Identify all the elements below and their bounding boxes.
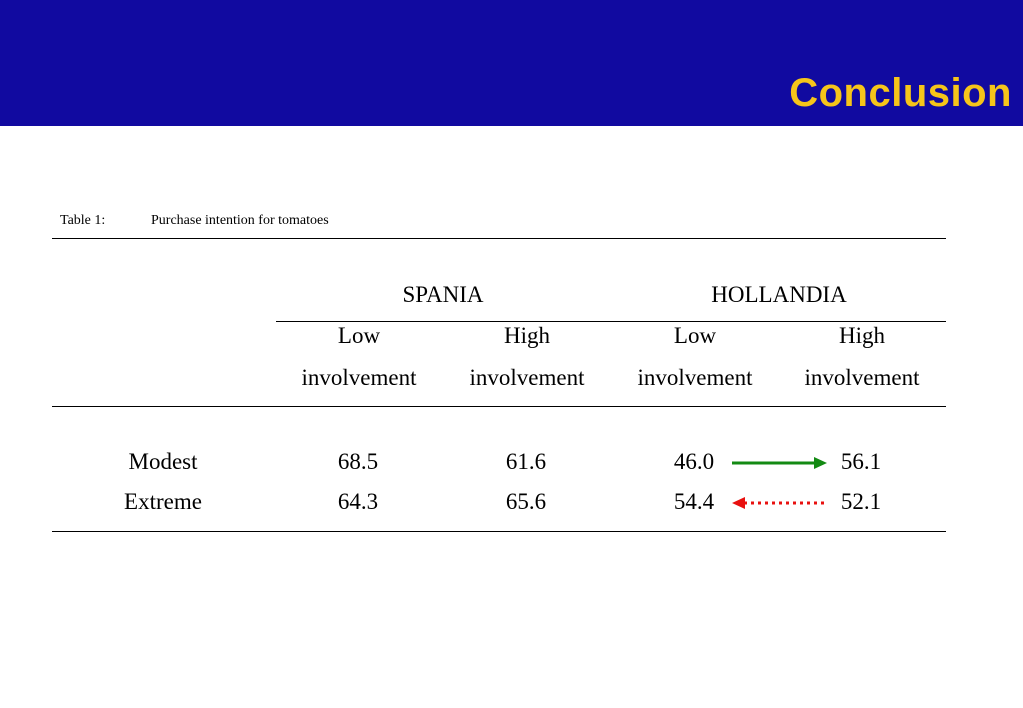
subheader-line2: involvement bbox=[804, 365, 920, 390]
subheader-line1: Low bbox=[673, 323, 717, 348]
subheader-line1: Low bbox=[337, 323, 381, 348]
subheader-line1: High bbox=[839, 323, 885, 348]
table-bottom-rule bbox=[52, 531, 946, 532]
group-header-spania: SPANIA bbox=[402, 282, 484, 307]
table-cell: 56.1 bbox=[840, 449, 882, 474]
row-label-modest: Modest bbox=[128, 449, 198, 474]
table-cell: 61.6 bbox=[505, 449, 547, 474]
modest-arrow-right-icon bbox=[730, 454, 830, 472]
extreme-arrow-left-icon bbox=[730, 494, 830, 512]
table-cell: 46.0 bbox=[673, 449, 715, 474]
table-cell: 52.1 bbox=[840, 489, 882, 514]
table-cell: 64.3 bbox=[337, 489, 379, 514]
subheader-line2: involvement bbox=[301, 365, 417, 390]
header-bottom-rule bbox=[52, 406, 946, 407]
table-caption-label: Table 1: bbox=[60, 213, 106, 228]
subheader-line2: involvement bbox=[637, 365, 753, 390]
table-cell: 54.4 bbox=[673, 489, 715, 514]
subheader-line1: High bbox=[504, 323, 550, 348]
slide-title: Conclusion bbox=[789, 71, 1012, 115]
group-header-rule bbox=[276, 321, 946, 322]
group-header-hollandia: HOLLANDIA bbox=[711, 282, 847, 307]
table-caption-text: Purchase intention for tomatoes bbox=[151, 213, 329, 228]
table-top-rule bbox=[52, 238, 946, 239]
table-cell: 68.5 bbox=[337, 449, 379, 474]
row-label-extreme: Extreme bbox=[124, 489, 202, 514]
subheader-line2: involvement bbox=[469, 365, 585, 390]
table-cell: 65.6 bbox=[505, 489, 547, 514]
